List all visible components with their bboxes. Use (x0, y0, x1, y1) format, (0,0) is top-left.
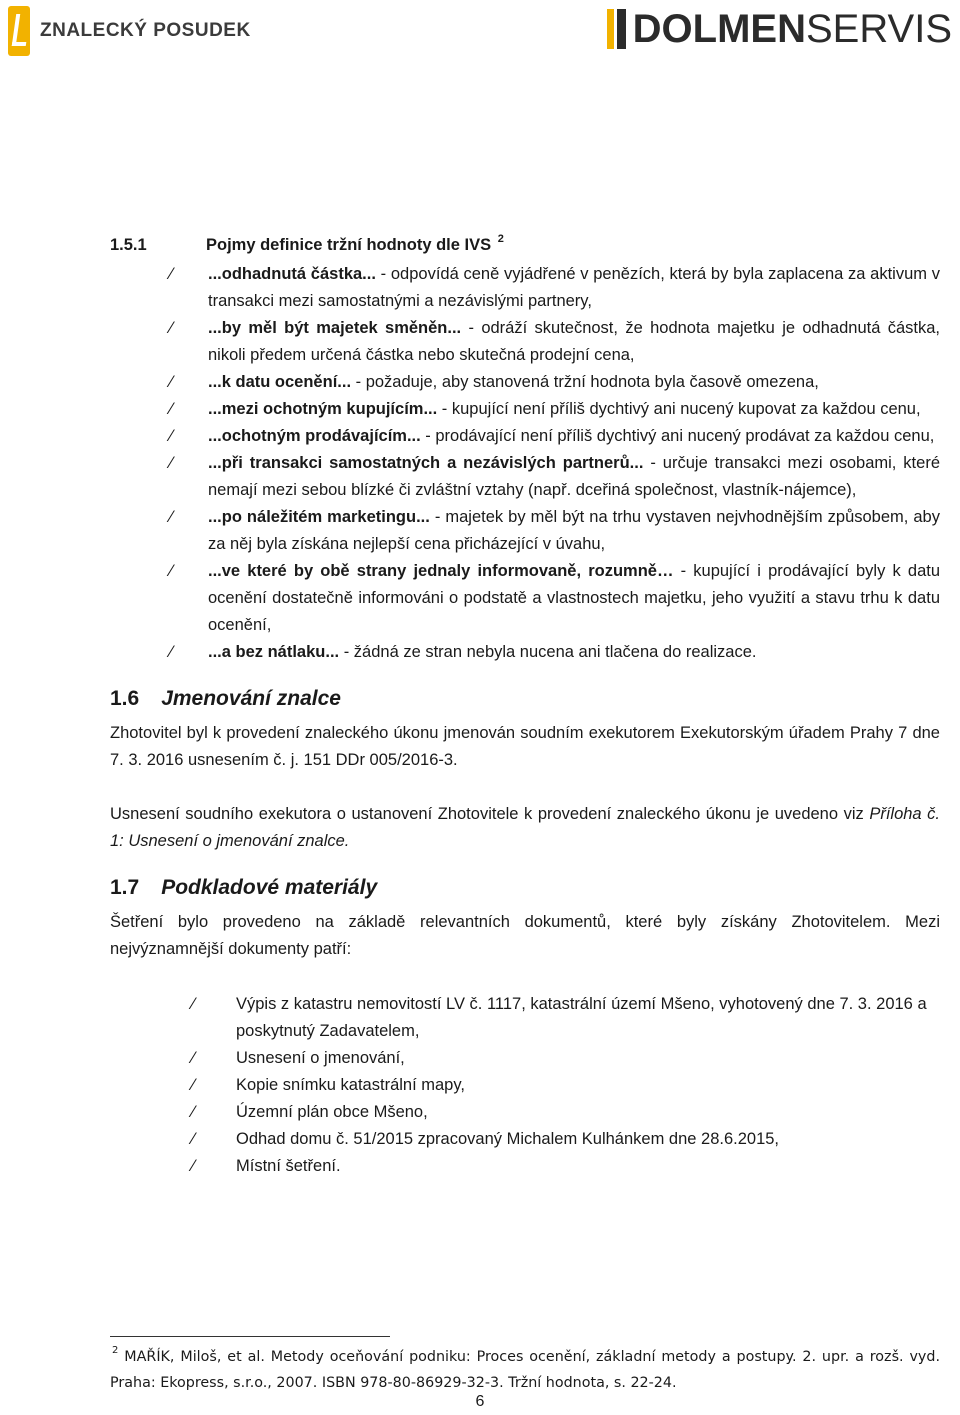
definition-term: ...ve které by obě strany jednaly informovaně, rozumně… (208, 562, 674, 580)
slash-bullet-icon: ⁄ (170, 427, 173, 445)
logo-right-bold: DOLMEN (632, 6, 806, 51)
slash-bullet-icon: ⁄ (170, 643, 173, 661)
definition-term: ...ochotným prodávajícím... (208, 427, 421, 445)
appointment-paragraph: Zhotovitel byl k provedení znaleckého úkonu jmenován soudním exekutorem Exekutorským úřadem Prahy 7 dne 7. 3. 2016 usnesením č. j. 151 DDr 005/2016-3. (110, 724, 940, 769)
page-number: 6 (475, 1393, 485, 1410)
material-item (110, 1045, 940, 1072)
material-item (110, 1099, 940, 1126)
definition-term: ...by měl být majetek směněn... (208, 319, 462, 337)
slash-bullet-icon: ⁄ (170, 508, 173, 526)
slash-bullet-icon: ⁄ (192, 1103, 195, 1121)
definition-item (110, 639, 940, 666)
logo-left-text: ZNALECKÝ POSUDEK (40, 20, 251, 41)
resolution-paragraph: Usnesení soudního exekutora o ustanovení Zhotovitele k provedení znaleckého úkonu je uvedeno viz Příloha č. 1: Usnesení o jmenování znalce. (110, 805, 940, 850)
definition-text: - určuje transakci mezi osobami, které nemají mezi sebou blízké či zvláštní vztahy (např. dceřiná společnost, vlastník-nájemce), (208, 454, 940, 499)
slash-bullet-icon: ⁄ (192, 1157, 195, 1175)
materials-intro: Šetření bylo provedeno na základě relevantních dokumentů, které byly získány Zhotovitelem. Mezi nejvýznamnější dokumenty patří: (110, 913, 940, 958)
material-text: Odhad domu č. 51/2015 zpracovaný Michalem Kulhánkem dne 28.6.2015, (236, 1130, 780, 1148)
definition-text: - odráží skutečnost, že hodnota majetku je odhadnutá částka, nikoli předem určená částka nebo skutečná prodejní cena, (208, 319, 940, 364)
definition-text: - žádná ze stran nebyla nucena ani tlačena do realizace. (339, 643, 757, 661)
section-17-heading (110, 873, 940, 903)
slash-bullet-icon: ⁄ (170, 400, 173, 418)
slash-bullet-icon: ⁄ (170, 454, 173, 472)
footnote (110, 1344, 940, 1396)
definition-item (110, 450, 940, 504)
slash-bullet-icon: ⁄ (192, 1130, 195, 1148)
slash-bullet-icon: ⁄ (192, 995, 195, 1013)
page-header (0, 0, 960, 70)
definition-term: ...k datu ocenění... (208, 373, 352, 391)
material-text: Kopie snímku katastrální mapy, (236, 1076, 465, 1094)
definition-item (110, 369, 940, 396)
definition-term: ...po náležitém marketingu... (208, 508, 430, 526)
definition-item (110, 315, 940, 369)
definition-term: ...odhadnutá částka... (208, 265, 376, 283)
definition-term: ...a bez nátlaku... (208, 643, 340, 661)
slash-bullet-icon: ⁄ (192, 1076, 195, 1094)
material-item (110, 1072, 940, 1099)
definition-item (110, 396, 940, 423)
znalecky-posudek-logo (8, 6, 251, 56)
footnote-divider (110, 1336, 390, 1337)
slash-bullet-icon: ⁄ (170, 562, 173, 580)
materials-list (110, 991, 940, 1180)
definition-text: - odpovídá ceně vyjádřené v penězích, která by byla zaplacena za aktivum v transakci mezi samostatnými a nezávislými partnery, (208, 265, 940, 310)
slash-bullet-icon: ⁄ (170, 319, 173, 337)
material-text: Výpis z katastru nemovitostí LV č. 1117, katastrální území Mšeno, vyhotovený dne 7. 3. 2016 a poskytnutý Zadavatelem, (236, 995, 927, 1040)
material-text: Usnesení o jmenování, (236, 1049, 405, 1067)
material-item (110, 991, 940, 1045)
attachment-reference: Příloha č. 1: Usnesení o jmenování znalce. (110, 805, 940, 850)
definition-item (110, 423, 940, 450)
logo-mark-icon (8, 6, 30, 56)
definition-text: - kupující i prodávající byly k datu ocenění dostatečně informováni o podstatě a vlastnostech majetku, jeho využití a stavu trhu k datu ocenění, (208, 562, 940, 634)
slash-bullet-icon: ⁄ (192, 1049, 195, 1067)
section-151-heading (110, 232, 940, 259)
slash-bullet-icon: ⁄ (170, 373, 173, 391)
definition-item (110, 504, 940, 558)
material-item (110, 1126, 940, 1153)
definition-text: - majetek by měl být na trhu vystaven nejvhodnějším způsobem, aby za něj byla získána nejlepší cena přicházející v úvahu, (208, 508, 940, 553)
definition-text: - prodávající není příliš dychtivý ani nucený prodávat za každou cenu, (420, 427, 935, 445)
section-16-heading (110, 684, 940, 714)
section-number: 1.6 (110, 687, 140, 710)
footnote-marker: 2 (112, 1345, 119, 1356)
footnote-ref[interactable]: 2 (497, 233, 504, 245)
dolmen-bars-icon (607, 9, 629, 49)
section-title: Podkladové materiály (161, 876, 378, 899)
definition-item (110, 261, 940, 315)
definition-list (110, 261, 940, 666)
section-title: Jmenování znalce (161, 687, 341, 710)
definition-text: - požaduje, aby stanovená tržní hodnota byla časově omezena, (351, 373, 819, 391)
definition-item (110, 558, 940, 639)
logo-right-light: SERVIS (806, 6, 952, 51)
section-number: 1.5.1 (110, 236, 147, 254)
section-title: Pojmy definice tržní hodnoty dle IVS $^2$ (206, 233, 504, 254)
slash-bullet-icon: ⁄ (170, 265, 173, 283)
material-item (110, 1153, 940, 1180)
definition-term: ...při transakci samostatných a nezávislých partnerů... (208, 454, 644, 472)
material-text: Místní šetření. (236, 1157, 341, 1175)
definition-text: - kupující není příliš dychtivý ani nucený kupovat za každou cenu, (437, 400, 921, 418)
section-number: 1.7 (110, 876, 140, 899)
material-text: Územní plán obce Mšeno, (236, 1103, 428, 1121)
definition-term: ...mezi ochotným kupujícím... (208, 400, 438, 418)
dolmen-servis-logo (607, 6, 952, 52)
document-body (110, 232, 940, 1180)
footnote-text: MAŘÍK, Miloš, et al. Metody oceňování podniku: Proces ocenění, základní metody a postupy. 2. upr. a rozš. vyd. Praha: Ekopress, s.r.o., 2007. ISBN 978-80-86929-32-3. Tržní hodnota, s. 22-24. (110, 1349, 940, 1391)
